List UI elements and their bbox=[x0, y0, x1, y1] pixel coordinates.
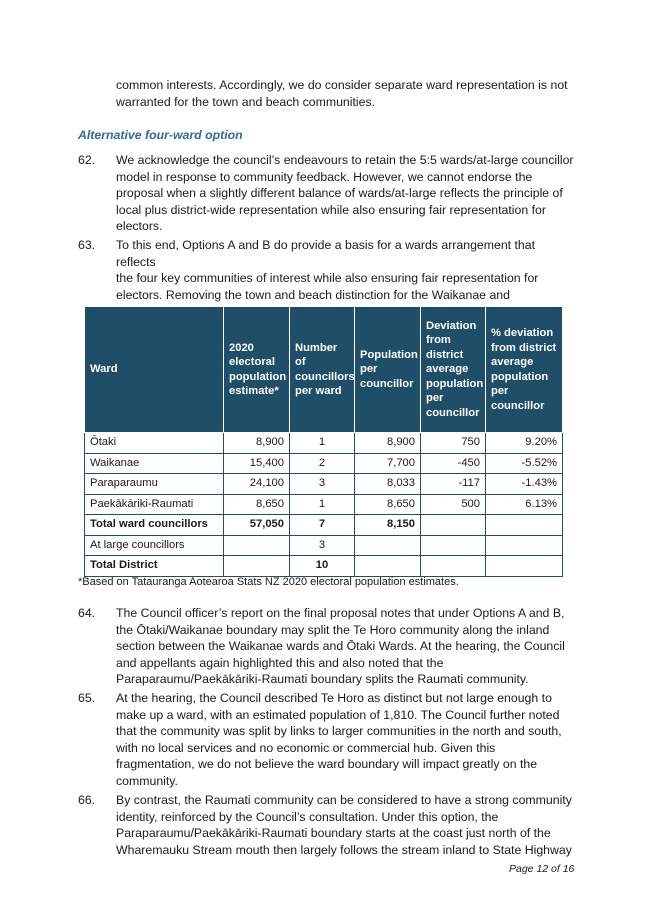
text-line: local plus district-wide representation while also ensuring fair representation for bbox=[116, 202, 546, 217]
table-header-row bbox=[85, 307, 563, 433]
cell-councillors: 10 bbox=[290, 556, 355, 577]
text-line: By contrast, the Raumati community can be considered to have a strong community bbox=[116, 793, 572, 807]
text-line: We acknowledge the council’s endeavours to retain the 5:5 wards/at-large councillor bbox=[116, 153, 574, 167]
text-line: identity, reinforced by the Council’s consultation. Under this option, the bbox=[116, 809, 499, 824]
cell-empty bbox=[486, 556, 563, 577]
cell-councillors: 3 bbox=[290, 535, 355, 556]
text-line: the Ōtaki/Waikanae boundary may split the Te Horo community along the inland bbox=[116, 622, 550, 637]
cell-label: At large councillors bbox=[85, 535, 224, 556]
at-large-row bbox=[85, 535, 563, 556]
text-line: The Council officer’s report on the final proposal notes that under Options A and B, bbox=[116, 606, 565, 620]
cell-deviation: -450 bbox=[421, 453, 486, 474]
paragraph-number: 66. bbox=[78, 793, 96, 807]
table-footnote: *Based on Tatauranga Aotearoa Stats NZ 2020 electoral population estimates. bbox=[78, 576, 459, 588]
cell-empty bbox=[421, 556, 486, 577]
cell-per-councillor: 7,700 bbox=[355, 453, 421, 474]
text-line: section between the Waikanae wards and Ōtaki Wards. At the hearing, the Council bbox=[116, 639, 565, 654]
cell-population: 24,100 bbox=[224, 474, 290, 495]
cell-empty bbox=[224, 556, 290, 577]
text-line: model in response to community feedback. However, we cannot endorse the bbox=[116, 169, 533, 184]
table-row bbox=[85, 494, 563, 515]
section-heading: Alternative four-ward option bbox=[78, 128, 243, 142]
cell-ward: Paraparaumu bbox=[85, 474, 224, 495]
cell-population: 8,900 bbox=[224, 433, 290, 454]
cell-pct-deviation: 9.20% bbox=[486, 433, 563, 454]
cell-deviation: 500 bbox=[421, 494, 486, 515]
text-line: and appellants again highlighted this and also noted that the bbox=[116, 655, 444, 670]
cell-councillors: 1 bbox=[290, 494, 355, 515]
cell-pct-deviation: -5.52% bbox=[486, 453, 563, 474]
text-line: proposal when a slightly different balance of wards/at-large reflects the principle of bbox=[116, 186, 563, 201]
cell-pct-deviation: -1.43% bbox=[486, 474, 563, 495]
text-line: Paraparaumu/Paekākāriki-Raumati boundary splits the Raumati community. bbox=[116, 672, 529, 687]
cell-empty bbox=[224, 535, 290, 556]
table-row bbox=[85, 433, 563, 454]
cell-empty bbox=[486, 515, 563, 536]
paragraph-number: 64. bbox=[78, 606, 96, 620]
total-ward-row bbox=[85, 515, 563, 536]
text-line: with no local services and no economic or commercial hub. Given this bbox=[116, 740, 496, 755]
paragraph-number: 63. bbox=[78, 238, 96, 252]
text-line: the four key communities of interest while also ensuring fair representation for bbox=[116, 271, 539, 286]
cell-empty bbox=[421, 515, 486, 536]
total-district-row bbox=[85, 556, 563, 577]
header-per-councillor: Population per councillor bbox=[355, 307, 421, 433]
cell-per-councillor: 8,900 bbox=[355, 433, 421, 454]
cell-empty bbox=[486, 535, 563, 556]
paragraph-65 bbox=[116, 690, 574, 790]
header-ward: Ward bbox=[85, 307, 224, 433]
header-pct-deviation: % deviation from district average population per councillor bbox=[486, 307, 563, 433]
text-line: warranted for the town and beach communities. bbox=[116, 94, 376, 109]
cell-pct-deviation: 6.13% bbox=[486, 494, 563, 515]
text-line: electors. Removing the town and beach distinction for the Waikanae and bbox=[116, 287, 510, 302]
paragraph-66 bbox=[116, 792, 574, 858]
table-row bbox=[85, 453, 563, 474]
paragraph-number: 65. bbox=[78, 691, 96, 705]
cell-empty bbox=[355, 556, 421, 577]
table-row bbox=[85, 474, 563, 495]
cell-ward: Ōtaki bbox=[85, 433, 224, 454]
cell-empty bbox=[355, 535, 421, 556]
header-councillors: Number of councillors per ward bbox=[290, 307, 355, 433]
text-line: community. bbox=[116, 773, 178, 788]
paragraph-62 bbox=[116, 152, 574, 235]
text-line: To this end, Options A and B do provide a basis for a wards arrangement that reflects bbox=[116, 238, 536, 269]
cell-population: 8,650 bbox=[224, 494, 290, 515]
header-deviation: Deviation from district average population per councillor bbox=[421, 307, 486, 433]
cell-councillors: 3 bbox=[290, 474, 355, 495]
text-line: fragmentation, we do not believe the ward boundary will impact greatly on the bbox=[116, 757, 538, 772]
text-line: electors. bbox=[116, 219, 163, 234]
paragraph-64 bbox=[116, 605, 574, 688]
intro-paragraph bbox=[116, 77, 574, 110]
cell-per-councillor: 8,650 bbox=[355, 494, 421, 515]
header-population: 2020 electoral population estimate* bbox=[224, 307, 290, 433]
text-line: make up a ward, with an estimated population of 1,810. The Council further noted bbox=[116, 707, 560, 722]
cell-label: Total District bbox=[85, 556, 224, 577]
cell-councillors: 2 bbox=[290, 453, 355, 474]
cell-deviation: -117 bbox=[421, 474, 486, 495]
cell-deviation: 750 bbox=[421, 433, 486, 454]
cell-per-councillor: 8,033 bbox=[355, 474, 421, 495]
cell-councillors: 1 bbox=[290, 433, 355, 454]
ward-table bbox=[84, 306, 563, 577]
cell-per-councillor: 8,150 bbox=[355, 515, 421, 536]
text-line: that the community was split by links to larger communities in the north and south, bbox=[116, 724, 562, 739]
cell-label: Total ward councillors bbox=[85, 515, 224, 536]
text-line: Wharemauku Stream mouth then largely follows the stream inland to State Highway bbox=[116, 842, 572, 857]
cell-councillors: 7 bbox=[290, 515, 355, 536]
cell-ward: Paekākāriki-Raumati bbox=[85, 494, 224, 515]
cell-ward: Waikanae bbox=[85, 453, 224, 474]
cell-population: 15,400 bbox=[224, 453, 290, 474]
text-line: common interests. Accordingly, we do consider separate ward representation is not bbox=[116, 78, 568, 92]
paragraph-number: 62. bbox=[78, 153, 96, 167]
page-number: Page 12 of 16 bbox=[509, 863, 575, 875]
cell-empty bbox=[421, 535, 486, 556]
text-line: At the hearing, the Council described Te Horo as distinct but not large enough to bbox=[116, 691, 552, 705]
text-line: Paraparaumu/Paekākāriki-Raumati boundary starts at the coast just north of the bbox=[116, 826, 551, 841]
cell-population: 57,050 bbox=[224, 515, 290, 536]
